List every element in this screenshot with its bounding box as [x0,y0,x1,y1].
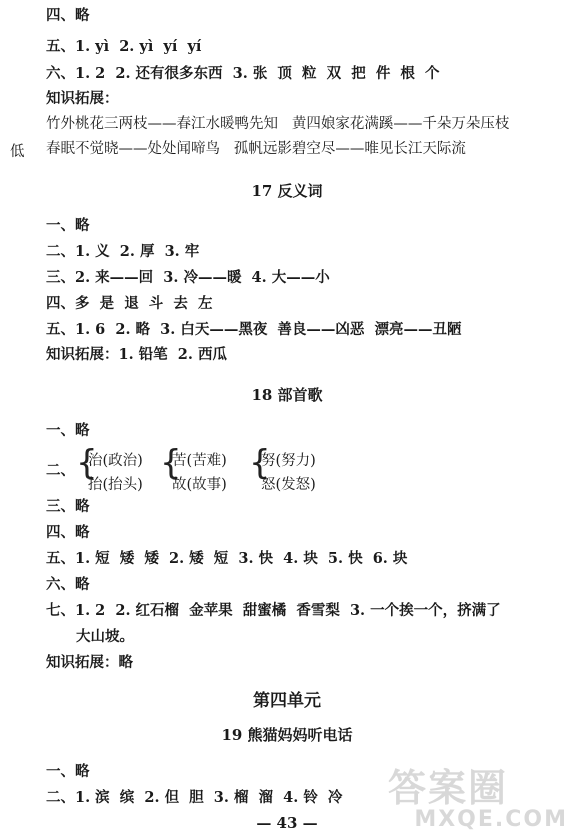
watermark-url: MXQE.COM [414,807,568,832]
s17-knowledge: 知识拓展：1. 铅笔 2. 西瓜 [46,346,227,363]
s18-knowledge: 知识拓展：略 [46,654,133,671]
watermark [388,768,568,834]
s18-line-4: 四、略 [46,524,90,541]
brace-item: 怒(发怒) [261,477,316,493]
s18-line-3: 三、略 [46,498,90,515]
s18-line-2-prefix: 二、 [46,462,75,479]
s18-line-5: 五、1. 短 矮 矮 2. 矮 短 3. 快 4. 块 5. 快 6. 块 [46,550,408,567]
brace-item: 努(努力) [261,453,316,469]
s17-line-5: 五、1. 6 2. 略 3. 白天——黑夜 善良——凶恶 漂亮——丑陋 [46,321,462,338]
s17-line-4: 四、多 是 退 斗 去 左 [46,295,213,312]
s19-line-2: 二、1. 滨 缤 2. 但 胆 3. 榴 溜 4. 铃 冷 [46,789,343,806]
section-19-title: 19 熊猫妈妈听电话 [221,726,353,744]
section-18-title: 18 部首歌 [251,386,323,404]
poem-overflow-char: 低 [10,144,25,160]
brace-item: 抬(抬头) [88,477,143,493]
s18-line-7-cont: 大山坡。 [76,628,134,645]
line-6-measure-words: 六、1. 2 2. 还有很多东西 3. 张 顶 粒 双 把 件 根 个 [46,65,440,82]
poem-line-1: 竹外桃花三两枝——春江水暖鸭先知 黄四娘家花满蹊——千朵万朵压枝 [46,116,510,132]
page-number: — 43 — [256,814,318,832]
s18-line-7: 七、1. 2 2. 红石榴 金苹果 甜蜜橘 香雪梨 3. 一个挨一个，挤满了 [46,602,501,619]
line-4-lue: 四、略 [46,7,90,24]
s18-line-1: 一、略 [46,422,90,439]
unit-title: 第四单元 [253,691,321,711]
s17-line-3: 三、2. 来——回 3. 冷——暖 4. 大——小 [46,269,330,286]
knowledge-heading: 知识拓展： [46,90,119,107]
s17-line-2: 二、1. 义 2. 厚 3. 牢 [46,243,200,260]
poem-line-2: 春眠不觉晓——处处闻啼鸟 孤帆远影碧空尽——唯见长江天际流 [46,141,466,157]
watermark-text: 答案圈 [388,766,509,810]
s18-line-6: 六、略 [46,576,90,593]
brace-symbol: { [76,443,98,483]
section-17-title: 17 反义词 [251,182,323,200]
line-5-pinyin: 五、1. yì 2. yì yí yí [46,38,202,55]
s19-line-1: 一、略 [46,763,90,780]
brace-item: 故(故事) [172,477,227,493]
brace-item: 治(政治) [88,453,143,469]
brace-symbol: { [160,443,182,483]
brace-symbol: { [249,443,271,483]
s17-line-1: 一、略 [46,217,90,234]
brace-item: 苦(苦难) [172,453,227,469]
